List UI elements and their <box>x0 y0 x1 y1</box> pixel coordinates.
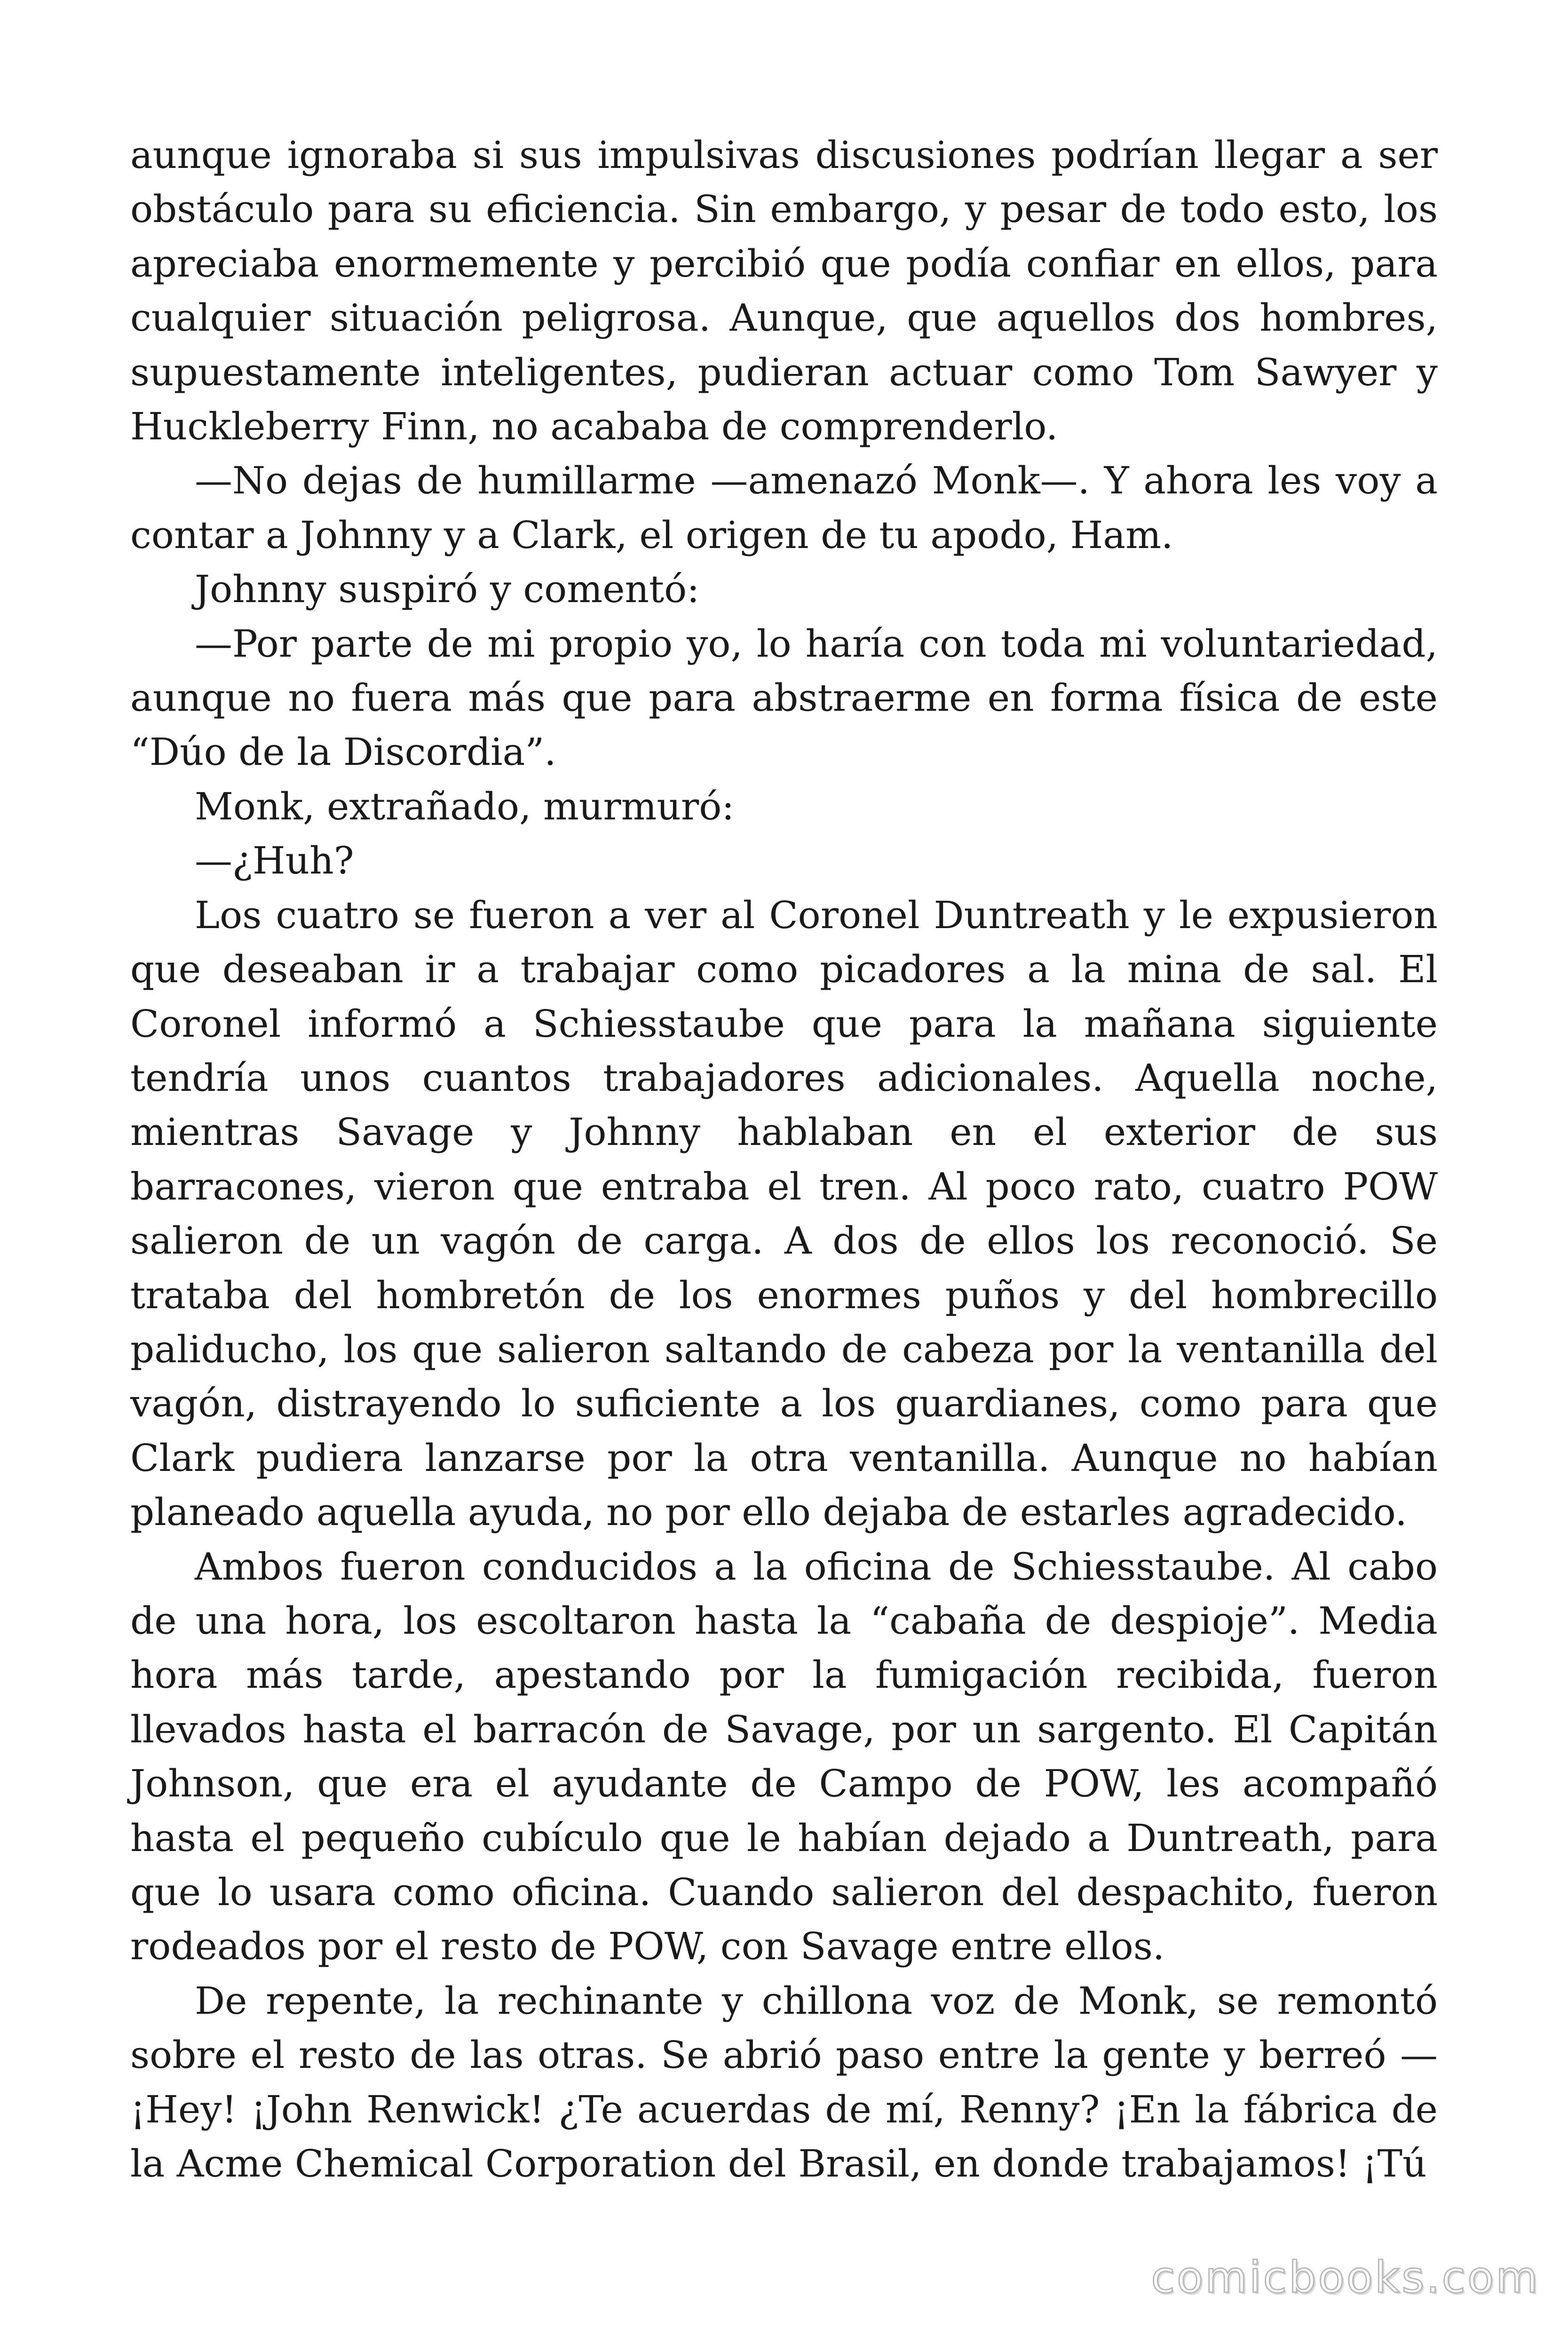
body-text <box>130 128 1438 2191</box>
paragraph: De repente, la rechinante y chillona voz de Monk, se remontó sobre el resto de las otras. Se abrió paso entre la gente y berreó —¡Hey! ¡John Renwick! ¿Te acuerdas de mí, Renny? ¡En la fábrica de la Acme Chemical Corporation del Brasil, en donde trabajamos! ¡Tú <box>130 1979 1438 2186</box>
paragraph: Ambos fueron conducidos a la oficina de Schiesstaube. Al cabo de una hora, los escoltaron hasta la “cabaña de despioje”. Media hora más tarde, apestando por la fumigación recibida, fueron llevados hasta el barracón de Savage, por un sargento. El Capitán Johnson, que era el ayudante de Campo de POW, les acompañó hasta el pequeño cubículo que le habían dejado a Duntreath, para que lo usara como oficina. Cuando salieron del despachito, fueron rodeados por el resto de POW, con Savage entre ellos. <box>130 1544 1438 1969</box>
paragraph: Monk, extrañado, murmuró: <box>195 784 735 828</box>
paragraph: Los cuatro se fueron a ver al Coronel Duntreath y le expusieron que deseaban ir a trabajar como picadores a la mina de sal. El Coronel informó a Schiesstaube que para la mañana siguiente tendría unos cuantos trabajadores adicionales. Aquella noche, mientras Savage y Johnny hablaban en el exterior de sus barracones, vieron que entraba el tren. Al poco rato, cuatro POW salieron de un vagón de carga. A dos de ellos los reconoció. Se trataba del hombretón de los enormes puños y del hombrecillo paliducho, los que salieron saltando de cabeza por la ventanilla del vagón, distrayendo lo suficiente a los guardianes, como para que Clark pudiera lanzarse por la otra ventanilla. Aunque no habían planeado aquella ayuda, no por ello dejaba de estarles agradecido. <box>130 893 1438 1534</box>
paragraph: —¿Huh? <box>195 839 354 883</box>
paragraph: —No dejas de humillarme —amenazó Monk—. Y ahora les voy a contar a Johnny y a Clark, el origen de tu apodo, Ham. <box>130 459 1438 557</box>
paragraph: —Por parte de mi propio yo, lo haría con toda mi voluntariedad, aunque no fuera más que para abstraerme en forma física de este “Dúo de la Discordia”. <box>130 621 1438 774</box>
paragraph: aunque ignoraba si sus impulsivas discusiones podrían llegar a ser obstáculo para su eficiencia. Sin embargo, y pesar de todo esto, los apreciaba enormemente y percibió que podía confiar en ellos, para cualquier situación peligrosa. Aunque, que aquellos dos hombres, supuestamente inteligentes, pudieran actuar como Tom Sawyer y Huckleberry Finn, no acababa de comprenderlo. <box>130 133 1438 449</box>
paragraph: Johnny suspiró y comentó: <box>195 567 700 612</box>
site-watermark: comicbooks.com <box>1151 2252 1540 2303</box>
